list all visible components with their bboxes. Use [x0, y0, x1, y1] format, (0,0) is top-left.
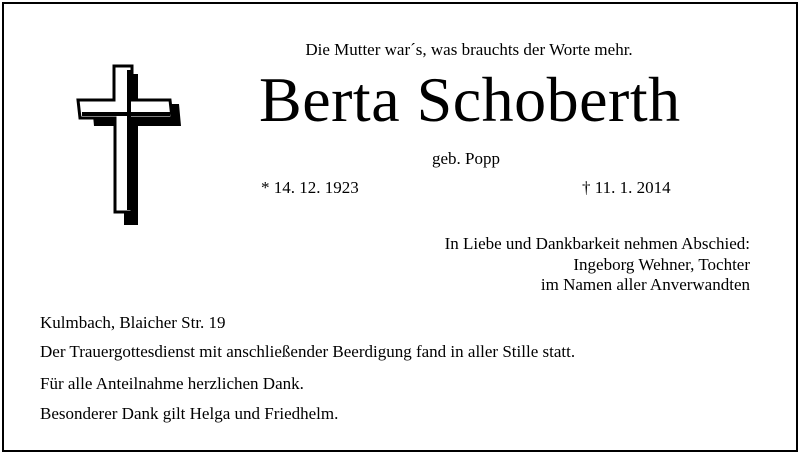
farewell-line: Ingeborg Wehner, Tochter [573, 254, 750, 274]
special-thanks-line: Besonderer Dank gilt Helga und Friedhelm. [40, 404, 339, 423]
service-note: Der Trauergottesdienst mit anschließender Beerdigung fand in aller Stille statt. [40, 342, 576, 361]
farewell-line: In Liebe und Dankbarkeit nehmen Abschied: [444, 234, 750, 253]
cross-icon [74, 62, 189, 227]
farewell-block [445, 234, 750, 296]
maiden-name: geb. Popp [432, 149, 500, 168]
motto: Die Mutter war´s, was brauchts der Worte mehr. [305, 40, 633, 59]
obituary-notice [2, 2, 798, 452]
address: Kulmbach, Blaicher Str. 19 [40, 313, 226, 332]
death-date: † 11. 1. 2014 [582, 178, 671, 197]
birth-date: * 14. 12. 1923 [261, 178, 359, 197]
thanks-line: Für alle Anteilnahme herzlichen Dank. [40, 374, 304, 393]
farewell-line: im Namen aller Anverwandten [540, 275, 750, 294]
deceased-name: Berta Schoberth [259, 64, 681, 135]
